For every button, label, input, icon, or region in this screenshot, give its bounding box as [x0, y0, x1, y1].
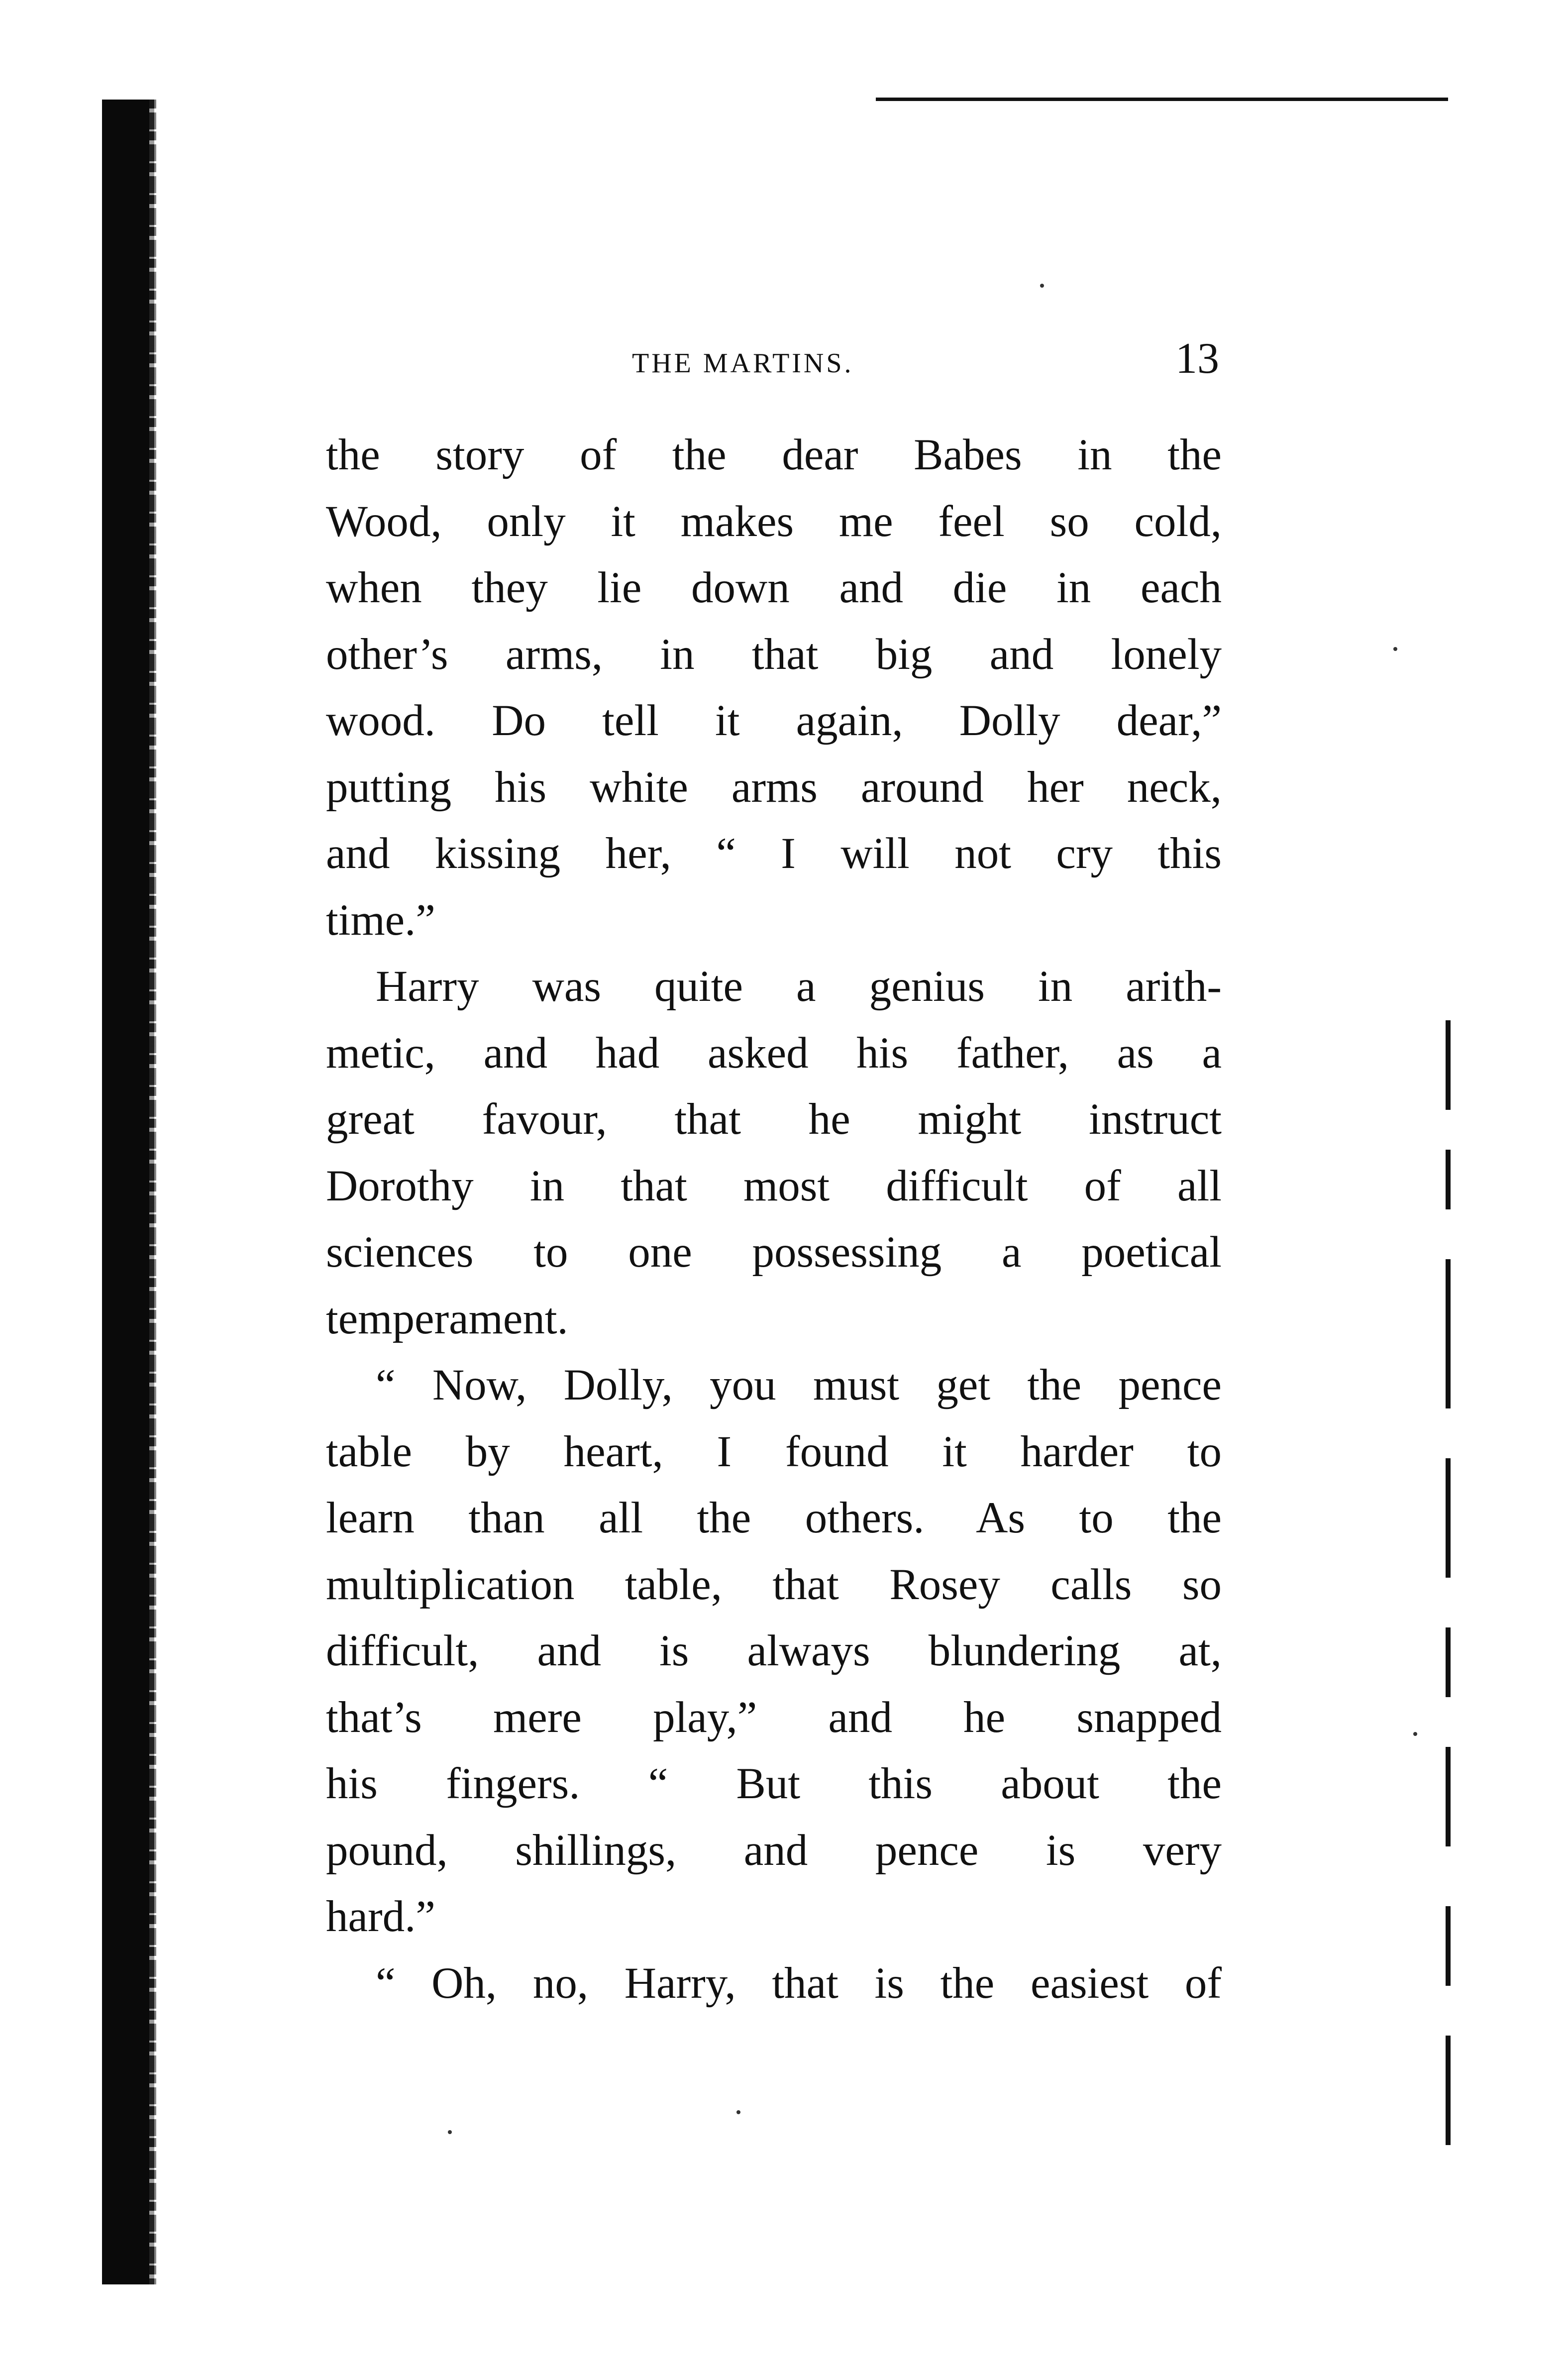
text-line: sciences to one possessing a poetical	[326, 1228, 1222, 1277]
text-line: when they lie down and die in each	[326, 563, 1222, 612]
ink-speck	[736, 2110, 740, 2114]
spine-edge-texture	[149, 100, 156, 2284]
text-line: putting his white arms around her neck,	[326, 762, 1222, 812]
text-line: and kissing her, “ I will not cry this	[326, 829, 1222, 878]
ink-speck	[448, 2130, 452, 2134]
text-line: the story of the dear Babes in the	[326, 431, 1222, 479]
ink-speck	[1393, 647, 1397, 651]
top-edge-rule	[876, 98, 1448, 101]
paragraph	[326, 954, 1222, 1352]
text-line: temperament.	[326, 1294, 568, 1343]
text-line: other’s arms, in that big and lonely	[326, 630, 1222, 679]
page-header	[632, 333, 1219, 388]
running-title: THE MARTINS.	[632, 348, 854, 379]
book-spine-shadow	[102, 100, 154, 2284]
ink-speck	[1040, 284, 1044, 288]
text-line: time.”	[326, 895, 435, 945]
text-line: great favour, that he might instruct	[326, 1095, 1222, 1144]
text-line: that’s mere play,” and he snapped	[326, 1693, 1222, 1742]
text-line: pound, shillings, and pence is very	[326, 1826, 1222, 1875]
text-line: “ Oh, no, Harry, that is the easiest of	[376, 1958, 1222, 2008]
body-text	[326, 422, 1222, 2017]
text-line: Dorothy in that most difficult of all	[326, 1161, 1222, 1210]
right-margin-marks	[1446, 1020, 1459, 2225]
text-line: metic, and had asked his father, as a	[326, 1028, 1222, 1078]
text-line: Wood, only it makes me feel so cold,	[326, 497, 1222, 546]
text-line: “ Now, Dolly, you must get the pence	[376, 1361, 1222, 1409]
text-line: learn than all the others. As to the	[326, 1494, 1222, 1542]
text-line: table by heart, I found it harder to	[326, 1427, 1222, 1476]
text-line: difficult, and is always blundering at,	[326, 1626, 1222, 1675]
text-line: multiplication table, that Rosey calls so	[326, 1560, 1222, 1609]
text-line: wood. Do tell it again, Dolly dear,”	[326, 696, 1222, 745]
paragraph	[326, 1352, 1222, 1950]
text-line: Harry was quite a genius in arith-	[376, 962, 1222, 1011]
text-line: hard.”	[326, 1892, 435, 1941]
paragraph	[326, 422, 1222, 954]
page-number: 13	[1175, 334, 1219, 383]
ink-speck	[1413, 1732, 1417, 1736]
paragraph	[326, 1950, 1222, 2017]
text-line: his fingers. “ But this about the	[326, 1759, 1222, 1808]
